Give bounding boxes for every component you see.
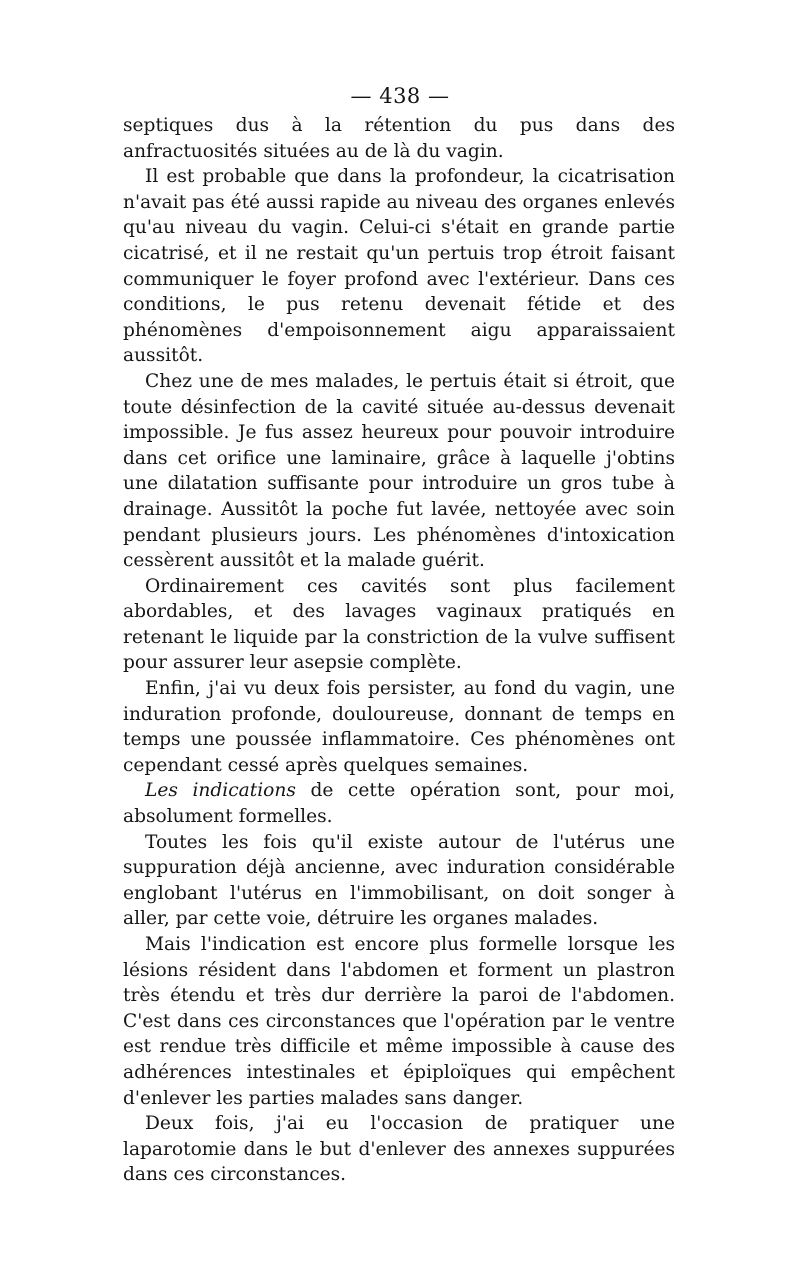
section-lead-italic: Les indications [145, 780, 296, 802]
paragraph: septiques dus à la rétention du pus dans des anfractuosités situées au de là du vagin. [123, 115, 675, 162]
paragraph: Chez une de mes malades, le pertuis était si étroit, que toute désinfection de la cavité située au-dessus devenait impossible. Je fus assez heureux pour pouvoir introduire dans cet orifice une laminaire, grâce à laquelle j'obtins une dilatation suffisante pour introduire un gros tube à drainage. Aussitôt la poche fut lavée, nettoyée avec soin pendant plusieurs jours. Les phénomènes d'intoxication cessèrent aussitôt et la malade guérit. [123, 370, 675, 572]
paragraph: Mais l'indication est encore plus formelle lorsque les lésions résident dans l'abdomen et forment un plastron très étendu et très dur derrière la paroi de l'abdomen. C'est dans ces circonstances que l'opération par le ventre est rendue très difficile et même impossible à cause des adhérences intestinales et épiploïques qui empêchent d'enlever les parties malades sans danger. [123, 934, 675, 1109]
page-number: — 438 — [350, 84, 450, 108]
body-text [123, 113, 675, 1188]
paragraph: Toutes les fois qu'il existe autour de l'utérus une suppuration déjà ancienne, avec induration considérable englobant l'utérus en l'immobilisant, on doit songer à aller, par cette voie, détruire les organes malades. [123, 831, 675, 930]
paragraph: Enfin, j'ai vu deux fois persister, au fond du vagin, une induration profonde, douloureuse, donnant de temps en temps une poussée inflammatoire. Ces phénomènes ont cependant cessé après quelques semaines. [123, 678, 675, 776]
paragraph: Ordinairement ces cavités sont plus facilement abordables, et des lavages vaginaux pratiqués en retenant le liquide par la constriction de la vulve suffisent pour assurer leur asepsie complète. [123, 575, 675, 674]
paragraph: Deux fois, j'ai eu l'occasion de pratiquer une laparotomie dans le but d'enlever des annexes suppurées dans ces circonstances. [123, 1113, 675, 1186]
paragraph-continuation: de cette opération sont, pour moi, absolument formelles. [123, 780, 675, 828]
paragraph: Il est probable que dans la profondeur, la cicatrisation n'avait pas été aussi rapide au niveau des organes enlevés qu'au niveau du vagin. Celui-ci s'était en grande partie cicatrisé, et il ne restait qu'un pertuis trop étroit faisant communiquer le foyer profond avec l'extérieur. Dans ces conditions, le pus retenu devenait fétide et des phénomènes d'empoisonnement aigu apparaissaient aussitôt. [123, 166, 675, 367]
paragraph [123, 778, 675, 829]
